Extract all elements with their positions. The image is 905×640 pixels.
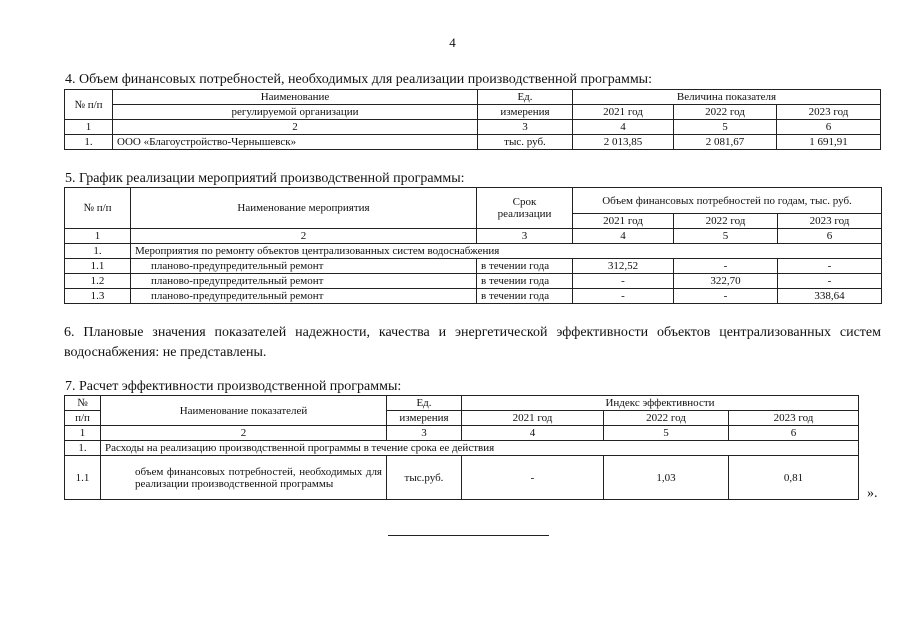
group-name: Мероприятия по ремонту объектов централизованных систем водоснабжения [131,244,882,259]
section-7-title: 7. Расчет эффективности производственной программы: [65,379,402,394]
header-unit-line1: Ед. [478,90,573,105]
signature-divider-line [388,535,549,536]
column-number: 2 [113,120,478,135]
section-4-title: 4. Объем финансовых потребностей, необходимых для реализации производственной программы: [65,72,652,87]
column-number: 5 [604,426,729,441]
column-number: 2 [131,229,477,244]
row-value: - [674,259,778,274]
row-term: в течении года [477,274,573,289]
row-num: 1.1 [65,456,101,500]
row-value: - [778,274,882,289]
header-year: 2023 год [729,411,859,426]
row-activity: планово-предупредительный ремонт [131,259,477,274]
row-activity: планово-предупредительный ремонт [131,274,477,289]
header-year: 2022 год [674,214,778,229]
header-num-line2: п/п [65,411,101,426]
header-name-line2: регулируемой организации [113,105,478,120]
row-value: 1,03 [604,456,729,500]
column-number-row [65,426,859,441]
header-num: № п/п [65,90,113,120]
row-value: - [573,289,674,304]
column-number: 3 [478,120,573,135]
group-row [65,441,859,456]
row-indicator: объем финансовых потребностей, необходимых для реализации производственной программы [101,456,387,500]
table-row [65,456,859,500]
row-term: в течении года [477,289,573,304]
group-name: Расходы на реализацию производственной программы в течение срока ее действия [101,441,859,456]
row-activity: планово-предупредительный ремонт [131,289,477,304]
row-value: 2 013,85 [573,135,674,150]
header-index: Индекс эффективности [462,396,859,411]
row-unit: тыс. руб. [478,135,573,150]
column-number: 4 [573,120,674,135]
row-value: - [462,456,604,500]
group-num: 1. [65,244,131,259]
row-term: в течении года [477,259,573,274]
row-value: 0,81 [729,456,859,500]
header-year: 2022 год [674,105,777,120]
column-number: 3 [477,229,573,244]
closing-quote-mark: ». [867,486,878,501]
header-name-line1: Наименование [113,90,478,105]
table-row [65,259,882,274]
header-year: 2023 год [778,214,882,229]
financial-needs-table [64,89,881,150]
header-activity: Наименование мероприятия [131,188,477,229]
row-num: 1.1 [65,259,131,274]
header-num: № п/п [65,188,131,229]
header-year: 2022 год [604,411,729,426]
header-year: 2021 год [573,214,674,229]
header-unit-line2: измерения [478,105,573,120]
column-number: 2 [101,426,387,441]
row-num: 1.3 [65,289,131,304]
column-number: 3 [387,426,462,441]
schedule-table [64,187,882,304]
page-number: 4 [449,35,456,50]
row-value: - [778,259,882,274]
table-row [65,135,881,150]
row-value: 312,52 [573,259,674,274]
header-volume: Объем финансовых потребностей по годам, тыс. руб. [573,188,882,214]
group-num: 1. [65,441,101,456]
column-number: 4 [573,229,674,244]
header-term-line2: реализации [497,208,552,220]
row-num: 1.2 [65,274,131,289]
header-year: 2021 год [462,411,604,426]
header-unit-line2: измерения [387,411,462,426]
column-number: 5 [674,120,777,135]
table-row [65,289,882,304]
section-6-text: 6. Плановые значения показателей надежности, качества и энергетической эффективности объектов централизованных систем водоснабжения: не представлены. [64,325,881,360]
row-value: 338,64 [778,289,882,304]
row-value: 1 691,91 [777,135,881,150]
row-value: - [573,274,674,289]
row-num: 1. [65,135,113,150]
header-unit-line1: Ед. [387,396,462,411]
row-organization: ООО «Благоустройство-Чернышевск» [113,135,478,150]
header-term-line1: Срок [512,196,537,208]
section-5-title: 5. График реализации мероприятий производственной программы: [65,171,465,186]
column-number-row [65,120,881,135]
table-row [65,274,882,289]
group-row [65,244,882,259]
column-number: 6 [778,229,882,244]
column-number: 1 [65,120,113,135]
header-indicator: Наименование показателей [101,396,387,426]
header-term [477,188,573,229]
column-number: 6 [729,426,859,441]
column-number: 1 [65,426,101,441]
header-year: 2023 год [777,105,881,120]
row-value: - [674,289,778,304]
row-value: 2 081,67 [674,135,777,150]
header-value: Величина показателя [573,90,881,105]
column-number: 4 [462,426,604,441]
column-number: 1 [65,229,131,244]
column-number: 6 [777,120,881,135]
efficiency-table [64,395,859,500]
column-number: 5 [674,229,778,244]
row-unit: тыс.руб. [387,456,462,500]
header-year: 2021 год [573,105,674,120]
header-num-line1: № [65,396,101,411]
column-number-row [65,229,882,244]
row-value: 322,70 [674,274,778,289]
